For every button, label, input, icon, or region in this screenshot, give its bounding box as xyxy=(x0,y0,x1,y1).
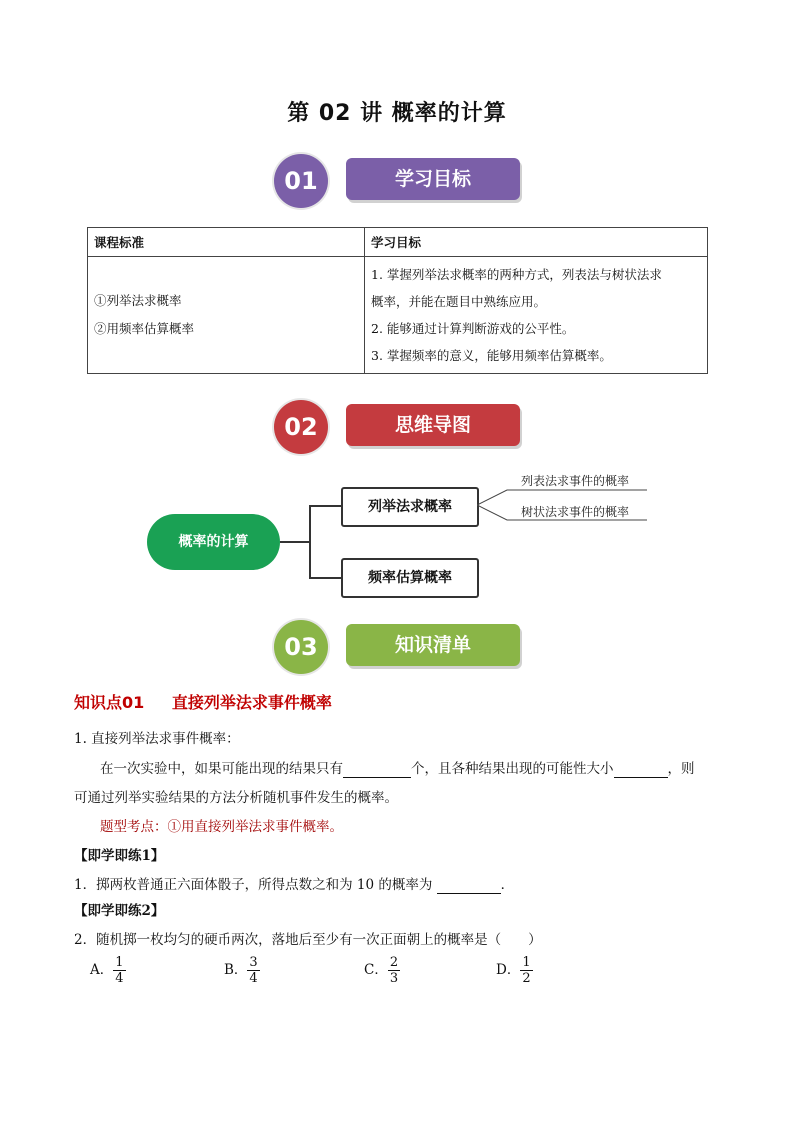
practice-label-1: 【即学即练1】 xyxy=(74,848,165,864)
fill-blank xyxy=(614,761,668,778)
goals-table xyxy=(87,227,708,374)
option-fraction xyxy=(388,955,400,986)
badge-number: 02 xyxy=(274,400,328,454)
option-a xyxy=(90,955,126,986)
knowledge-point-title xyxy=(74,690,332,713)
denominator: 4 xyxy=(115,971,124,986)
mindmap-leaf-tree: 树状法求事件的概率 xyxy=(521,505,630,519)
badge-label: 思维导图 xyxy=(346,404,520,446)
denominator: 3 xyxy=(389,971,399,986)
connector-line xyxy=(309,577,342,579)
answer-blank xyxy=(437,877,501,894)
mindmap-branch-frequency: 频率估算概率 xyxy=(341,558,479,598)
option-letter: B． xyxy=(224,962,248,978)
objective-line: 概率，并能在题目中熟练应用。 xyxy=(371,294,547,309)
practice-label-2: 【即学即练2】 xyxy=(74,903,165,919)
knowledge-paragraph-cont: 可通过列举实验结果的方法分析随机事件发生的概率。 xyxy=(74,790,398,806)
connector-line xyxy=(280,541,310,543)
connector-line xyxy=(309,505,311,578)
paragraph-text: 个，且各种结果出现的可能性大小 xyxy=(411,761,614,777)
table-header-objective: 学习目标 xyxy=(365,228,708,257)
standard-item: ①列举法求概率 xyxy=(94,293,182,308)
objective-line: 2. 能够通过计算判断游戏的公平性。 xyxy=(371,321,575,336)
objective-line: 1. 掌握列举法求概率的两种方式，列表法与树状法求 xyxy=(371,267,662,282)
knowledge-point-text: 直接列举法求事件概率 xyxy=(171,693,332,712)
question-end: ． xyxy=(500,877,515,893)
numerator: 2 xyxy=(389,955,399,970)
numerator: 1 xyxy=(115,955,124,970)
mindmap-root: 概率的计算 xyxy=(147,514,280,570)
practice-question-2: 2．随机掷一枚均匀的硬币两次，落地后至少有一次正面朝上的概率是（ ） xyxy=(74,932,542,948)
connector-line xyxy=(309,505,342,507)
option-fraction xyxy=(113,955,125,986)
section-badge-02 xyxy=(272,398,522,454)
page-title: 第 02 讲 概率的计算 xyxy=(287,101,507,126)
mindmap-leaf-table: 列表法求事件的概率 xyxy=(521,474,630,488)
practice-question-1 xyxy=(74,873,514,894)
knowledge-point-number: 知识点01 xyxy=(74,693,145,712)
paragraph-text: ，则 xyxy=(667,761,695,777)
objective-line: 3. 掌握频率的意义，能够用频率估算概率。 xyxy=(371,348,612,363)
section-badge-03 xyxy=(272,618,522,674)
item-heading: 1. 直接列举法求事件概率： xyxy=(74,731,240,747)
numerator: 3 xyxy=(249,955,258,970)
question-text: 1．掷两枚普通正六面体骰子，所得点数之和为 10 的概率为 xyxy=(74,877,433,893)
section-badge-01 xyxy=(272,152,522,208)
denominator: 2 xyxy=(522,971,531,986)
option-fraction xyxy=(247,955,259,986)
objectives-cell xyxy=(365,257,708,374)
mindmap-branch-enumeration: 列举法求概率 xyxy=(341,487,479,527)
denominator: 4 xyxy=(249,971,258,986)
option-fraction xyxy=(520,955,532,986)
badge-number: 03 xyxy=(274,620,328,674)
option-c xyxy=(364,955,400,986)
question-type-tip xyxy=(100,815,343,835)
option-letter: C． xyxy=(364,962,388,978)
tip-text: ①用直接列举法求事件概率。 xyxy=(167,819,343,835)
option-letter: D． xyxy=(496,962,521,978)
standard-item: ②用频率估算概率 xyxy=(94,321,195,336)
paragraph-text: 在一次实验中，如果可能出现的结果只有 xyxy=(100,761,343,777)
badge-number: 01 xyxy=(274,154,328,208)
option-d xyxy=(496,955,533,986)
fill-blank xyxy=(343,761,411,778)
knowledge-paragraph xyxy=(100,757,695,778)
option-b xyxy=(224,955,260,986)
badge-label: 知识清单 xyxy=(346,624,520,666)
table-header-standard: 课程标准 xyxy=(88,228,365,257)
tip-label: 题型考点： xyxy=(100,819,168,835)
numerator: 1 xyxy=(522,955,531,970)
standards-cell xyxy=(88,257,365,374)
badge-label: 学习目标 xyxy=(346,158,520,200)
option-letter: A． xyxy=(90,962,114,978)
